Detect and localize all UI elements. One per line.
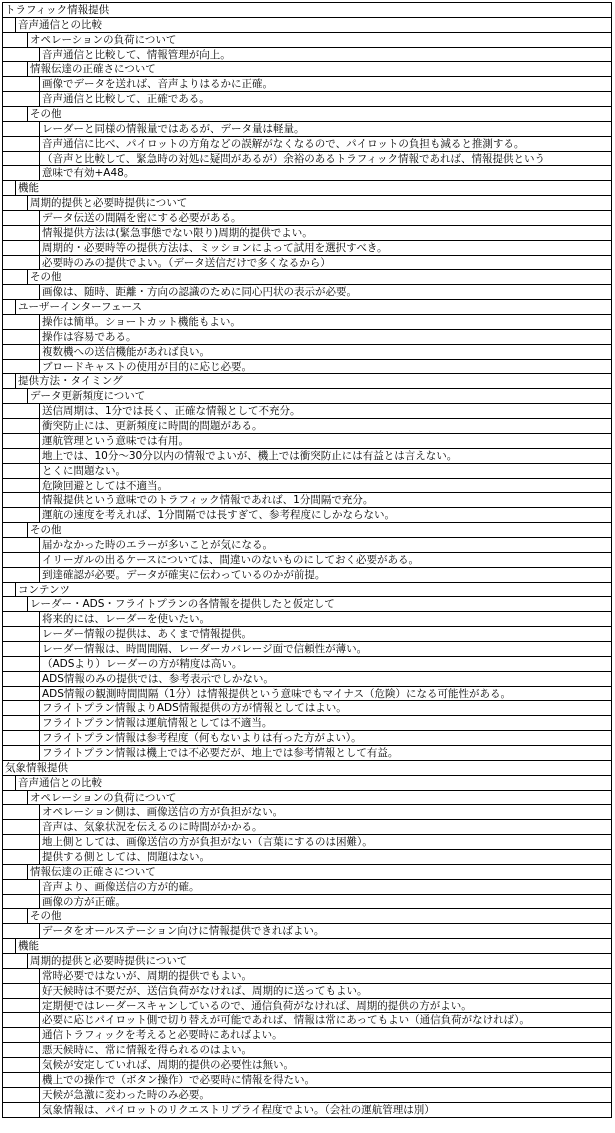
outline-row-text: 周期的提供と必要時提供について	[27, 954, 611, 968]
outline-row-text: 送信周期は、1分では長く、正確な情報として不充分。	[39, 404, 611, 418]
outline-row-text: 地上では、10分〜30分以内の情報でよいが、機上では衝突防止には有益とは言えない。	[39, 449, 611, 463]
outline-row-text: 提供方法・タイミング	[15, 374, 611, 388]
outline-row	[3, 374, 611, 389]
outline-row	[3, 954, 611, 969]
outline-row-text: ユーザーインターフェース	[15, 300, 611, 314]
outline-row	[3, 880, 611, 895]
outline-row-text: 音声通信と比較して、正確である。	[39, 92, 611, 106]
outline-row-text: 音声通信と比較して、情報管理が向上。	[39, 48, 611, 62]
outline-row-text: 情報提供という意味でのトラフィック情報であれば、1分間隔で充分。	[39, 493, 611, 507]
outline-row	[3, 1073, 611, 1088]
outline-row-text: 情報伝達の正確さについて	[27, 865, 611, 879]
outline-row-text: 衝突防止には、更新頻度に時間的問題がある。	[39, 419, 611, 433]
outline-row-text: ADS情報のみの提供では、参考表示でしかない。	[39, 672, 611, 686]
outline-row	[3, 256, 611, 271]
outline-row-text: 画像は、随時、距離・方向の認識のために同心円状の表示が必要。	[39, 285, 611, 299]
outline-row	[3, 1013, 611, 1028]
outline-row	[3, 969, 611, 984]
outline-row	[3, 850, 611, 865]
outline-row-text: 操作は簡単。ショートカット機能もよい。	[39, 315, 611, 329]
outline-row-text: 周期的・必要時等の提供方法は、ミッションによって試用を選択すべき。	[39, 241, 611, 255]
outline-row	[3, 419, 611, 434]
outline-row	[3, 62, 611, 77]
outline-row-text: 気象情報は、パイロットのリクエストリプライ程度でよい。（会社の運航管理は別）	[39, 1103, 611, 1118]
outline-row	[3, 300, 611, 315]
outline-row-text: 操作は容易である。	[39, 330, 611, 344]
outline-row-text: オペレーション側は、画像送信の方が負担がない。	[39, 805, 611, 819]
outline-row	[3, 389, 611, 404]
outline-row-text: とくに問題ない。	[39, 464, 611, 478]
outline-row	[3, 939, 611, 954]
outline-row	[3, 761, 611, 776]
outline-row	[3, 226, 611, 241]
outline-row-text: データをオールステーション向けに情報提供できればよい。	[39, 924, 611, 938]
outline-row	[3, 627, 611, 642]
outline-row-text: データ更新頻度について	[27, 389, 611, 403]
outline-row	[3, 270, 611, 285]
outline-row-text: オペレーションの負荷について	[27, 791, 611, 805]
outline-row-text: レーダー情報は、時間間隔、レーダーカバレージ面で信頼性が薄い。	[39, 642, 611, 656]
outline-row	[3, 984, 611, 999]
outline-row	[3, 285, 611, 300]
outline-row-text: 常時必要ではないが、周期的提供でもよい。	[39, 969, 611, 983]
outline-row	[3, 404, 611, 419]
outline-row-text: ブロードキャストの使用が目的に応じ必要。	[39, 360, 611, 374]
outline-row	[3, 1103, 611, 1118]
outline-row	[3, 523, 611, 538]
outline-row-text: 情報伝達の正確さについて	[27, 62, 611, 76]
outline-row-text: 将来的には、レーダーを使いたい。	[39, 612, 611, 626]
outline-row	[3, 152, 611, 167]
outline-row	[3, 508, 611, 523]
outline-row	[3, 791, 611, 806]
outline-row	[3, 211, 611, 226]
outline-row-text: フライトプラン情報よりADS情報提供の方が情報としてはよい。	[39, 701, 611, 715]
outline-row	[3, 865, 611, 880]
outline-row-text: コンテンツ	[15, 583, 611, 597]
outline-row-text: 機能	[15, 181, 611, 195]
outline-row-text: 複数機への送信機能があれば良い。	[39, 345, 611, 359]
outline-row-text: 悪天候時に、常に情報を得られるのはよい。	[39, 1043, 611, 1057]
outline-row	[3, 597, 611, 612]
outline-row-text: 必要に応じパイロット側で切り替えが可能であれば、情報は常にあってもよい（通信負荷がなければ）。	[39, 1013, 611, 1027]
outline-row-text: オペレーションの負荷について	[27, 33, 611, 47]
outline-row-text: フライトプラン情報は参考程度（何もないよりは有った方がよい）。	[39, 731, 611, 745]
outline-row	[3, 657, 611, 672]
outline-row	[3, 1088, 611, 1103]
outline-row	[3, 137, 611, 152]
outline-row-text: 周期的提供と必要時提供について	[27, 196, 611, 210]
outline-row-text: レーダー・ADS・フライトプランの各情報を提供したと仮定して	[27, 597, 611, 611]
outline-row-text: レーダーと同様の情報量ではあるが、データ量は軽量。	[39, 122, 611, 136]
outline-row	[3, 805, 611, 820]
outline-row	[3, 999, 611, 1014]
outline-row-text: データ伝送の間隔を密にする必要がある。	[39, 211, 611, 225]
outline-row	[3, 776, 611, 791]
outline-row	[3, 122, 611, 137]
outline-row	[3, 493, 611, 508]
outline-row	[3, 568, 611, 583]
outline-row	[3, 464, 611, 479]
outline-row-text: その他	[27, 523, 611, 537]
outline-row	[3, 196, 611, 211]
outline-row	[3, 746, 611, 761]
outline-row-text: 音声は、気象状況を伝えるのに時間がかかる。	[39, 820, 611, 834]
outline-row-text: 運航の速度を考えれば、1分間隔では長すぎて、参考程度にしかならない。	[39, 508, 611, 522]
outline-row	[3, 895, 611, 910]
outline-row-text: 運航管理という意味では有用。	[39, 434, 611, 448]
outline-row-text: 好天候時は不要だが、送信負荷がなければ、周期的に送ってもよい。	[39, 984, 611, 998]
outline-row	[3, 77, 611, 92]
outline-row	[3, 18, 611, 33]
outline-row-text: 定期便ではレーダースキャンしているので、通信負荷がなければ、周期的提供の方がよい。	[39, 999, 611, 1013]
outline-row	[3, 107, 611, 122]
outline-row	[3, 701, 611, 716]
outline-row-text: ADS情報の観測時間間隔（1分）は情報提供という意味でもマイナス（危険）になる可能性がある。	[39, 687, 611, 701]
outline-row-text: 気候が安定していれば、周期的提供の必要性は無い。	[39, 1058, 611, 1072]
outline-row	[3, 33, 611, 48]
outline-row-text: 画像でデータを送れば、音声よりはるかに正確。	[39, 77, 611, 91]
outline-row	[3, 672, 611, 687]
outline-row-text: 音声通信に比べ、パイロットの方角などの誤解がなくなるので、パイロットの負担も減ると推測する。	[39, 137, 611, 151]
outline-row	[3, 1028, 611, 1043]
outline-row-text: イリーガルの出るケースについては、間違いのないものにしておく必要がある。	[39, 553, 611, 567]
outline-row-text: フライトプラン情報は運航情報としては不適当。	[39, 716, 611, 730]
outline-row	[3, 583, 611, 598]
outline-row	[3, 166, 611, 181]
outline-row	[3, 716, 611, 731]
outline-row	[3, 731, 611, 746]
outline-row	[3, 642, 611, 657]
outline-row	[3, 241, 611, 256]
outline-row	[3, 909, 611, 924]
outline-row	[3, 835, 611, 850]
outline-row	[3, 612, 611, 627]
outline-sheet	[2, 2, 612, 1118]
outline-row-text: レーダー情報の提供は、あくまで情報提供。	[39, 627, 611, 641]
outline-row-text: 機上での操作で（ボタン操作）で必要時に情報を得たい。	[39, 1073, 611, 1087]
outline-row-text: 地上側としては、画像送信の方が負担がない（言葉にするのは困難）。	[39, 835, 611, 849]
outline-row-text: その他	[27, 107, 611, 121]
outline-row	[3, 181, 611, 196]
outline-row-text: 画像の方が正確。	[39, 895, 611, 909]
outline-row-text: トラフィック情報提供	[5, 4, 110, 16]
outline-row	[3, 1058, 611, 1073]
outline-row	[3, 3, 611, 18]
outline-row	[3, 479, 611, 494]
outline-row	[3, 48, 611, 63]
outline-row	[3, 360, 611, 375]
outline-row-text: 音声通信との比較	[15, 776, 611, 790]
outline-row-text: 必要時のみの提供でよい。（データ送信だけで多くなるから）	[39, 256, 611, 270]
outline-row	[3, 345, 611, 360]
outline-row-text: 提供する側としては、問題はない。	[39, 850, 611, 864]
outline-row	[3, 449, 611, 464]
outline-row-text: 音声通信との比較	[15, 18, 611, 32]
outline-row	[3, 538, 611, 553]
outline-row	[3, 315, 611, 330]
outline-row-text: 危険回避としては不適当。	[39, 479, 611, 493]
outline-row-text: フライトプラン情報は機上では不必要だが、地上では参考情報として有益。	[39, 746, 611, 760]
outline-row	[3, 820, 611, 835]
outline-row-text: 音声より、画像送信の方が的確。	[39, 880, 611, 894]
outline-row	[3, 553, 611, 568]
outline-row-text: 届かなかった時のエラーが多いことが気になる。	[39, 538, 611, 552]
outline-row-text: 気象情報提供	[5, 761, 68, 774]
outline-row-text: 通信トラフィックを考えると必要時にあればよい。	[39, 1028, 611, 1042]
outline-row	[3, 92, 611, 107]
outline-row	[3, 434, 611, 449]
outline-row-text: 機能	[15, 939, 611, 953]
outline-row-text: 到達確認が必要。データが確実に伝わっているのかが前提。	[39, 568, 611, 582]
outline-row	[3, 687, 611, 702]
outline-row	[3, 924, 611, 939]
outline-row-text: その他	[27, 909, 611, 923]
outline-row	[3, 1043, 611, 1058]
outline-row-text: （ADSより）レーダーの方が精度は高い。	[39, 657, 611, 671]
outline-row-text: 天候が急激に変わった時のみ必要。	[39, 1088, 611, 1102]
outline-row-text: （音声と比較して、緊急時の対処に疑問があるが）余裕のあるトラフィック情報であれば、情報提供という	[39, 152, 611, 166]
outline-row-text: その他	[27, 270, 611, 284]
outline-row-text: 情報提供方法は(緊急事態でない限り)周期的提供でよい。	[39, 226, 611, 240]
outline-row	[3, 330, 611, 345]
outline-row-text: 意味で有効+A48。	[39, 166, 611, 180]
